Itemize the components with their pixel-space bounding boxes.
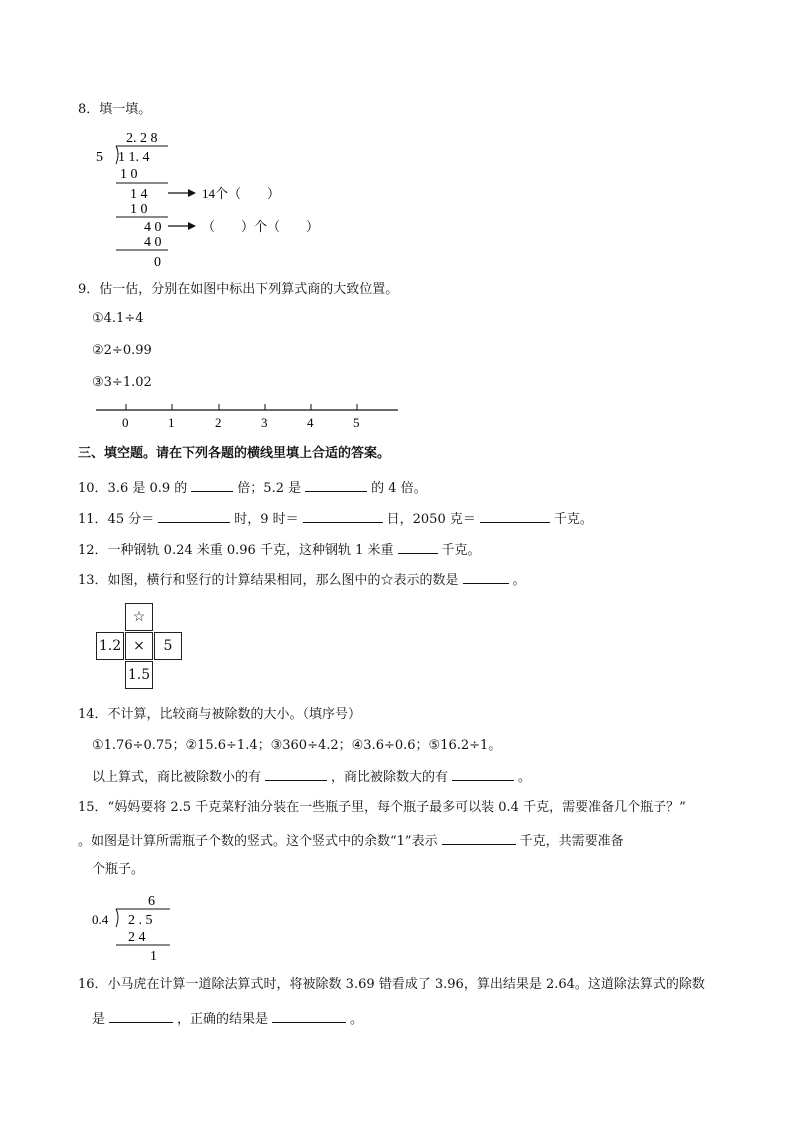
q11-blank-1[interactable]: [158, 510, 230, 523]
q8-title: 8．填一填。: [78, 102, 152, 117]
tick-label-4: 4: [307, 415, 314, 430]
q13: 13．如图，横行和竖行的计算结果相同，那么图中的☆表示的数是 。: [78, 573, 526, 588]
q12-blank[interactable]: [398, 541, 438, 554]
q16-line-2: 是 ，正确的结果是 。: [92, 1012, 364, 1027]
q15-dividend: 2 . 5: [128, 913, 153, 928]
q15-divisor: 0.4: [92, 912, 109, 927]
grid-cell-left: 1.2: [96, 632, 124, 660]
q15-blank[interactable]: [442, 832, 516, 845]
q16-blank-2[interactable]: [272, 1010, 346, 1023]
q9-item-2: ②2÷0.99: [92, 343, 152, 358]
q10: 10．3.6 是 0.9 的 倍；5.2 是 的 4 倍。: [78, 481, 427, 496]
q11: 11．45 分＝ 时，9 时＝ 日，2050 克＝ 千克。: [78, 512, 593, 527]
q13-cross-grid: [96, 603, 186, 691]
q8-step1: 1 0: [120, 167, 138, 182]
grid-cell-center: ×: [125, 632, 153, 660]
q8-note2: （ ）个（ ）: [202, 219, 320, 234]
q15-remainder: 1: [150, 949, 157, 964]
q15-long-division-figure: [90, 890, 180, 964]
q14-title: 14．不计算，比较商与被除数的大小。（填序号）: [78, 707, 362, 722]
q14-blank-1[interactable]: [265, 768, 327, 781]
q11-blank-3[interactable]: [480, 510, 550, 523]
tick-label-5: 5: [353, 415, 360, 430]
q12: 12．一种钢轨 0.24 米重 0.96 千克，这种钢轨 1 米重 千克。: [78, 543, 481, 558]
grid-cell-right: 5: [154, 632, 182, 660]
q14-blank-2[interactable]: [452, 768, 514, 781]
q8-long-division-figure: [90, 126, 340, 271]
tick-label-0: 0: [122, 415, 129, 430]
q10-blank-2[interactable]: [305, 479, 367, 492]
q10-blank-1[interactable]: [191, 479, 233, 492]
q15-step: 2 4: [128, 930, 146, 945]
q8-final: 0: [154, 255, 161, 270]
q9-item-3: ③3÷1.02: [92, 375, 152, 390]
tick-label-1: 1: [168, 415, 175, 430]
q16-blank-1[interactable]: [109, 1010, 173, 1023]
q14-compare: 以上算式，商比被除数小的有 ，商比被除数大的有 。: [92, 770, 532, 785]
q9-title: 9．估一估，分别在如图中标出下列算式商的大致位置。: [78, 282, 399, 297]
q8-step3: 4 0: [144, 235, 162, 250]
q8-step2: 1 0: [130, 202, 148, 217]
q15-line-3: 个瓶子。: [92, 862, 145, 877]
q16-line-1: 16．小马虎在计算一道除法算式时，将被除数 3.69 错看成了 3.96，算出结果是 2.64。这道除法算式的除数: [78, 977, 705, 992]
q15-line-2: 。如图是计算所需瓶子个数的竖式。这个竖式中的余数“1”表示 千克，共需要准备: [78, 834, 624, 849]
tick-label-2: 2: [215, 415, 222, 430]
q15-quotient: 6: [148, 894, 155, 909]
q8-quotient: 2. 2 8: [126, 131, 158, 146]
number-line[interactable]: [92, 400, 404, 432]
grid-cell-bottom: 1.5: [125, 661, 153, 689]
q14-items: ①1.76÷0.75；②15.6÷1.4；③360÷4.2；④3.6÷0.6；⑤16.2÷1。: [92, 738, 502, 753]
q8-rem1: 1 4: [130, 187, 148, 202]
q8-dividend: 1 1. 4: [118, 150, 150, 165]
tick-label-3: 3: [261, 415, 268, 430]
grid-cell-star: ☆: [125, 603, 153, 631]
q8-note1: 14个（ ）: [202, 186, 281, 201]
q8-rem2: 4 0: [144, 220, 162, 235]
section-3-title: 三、填空题。请在下列各题的横线里填上合适的答案。: [78, 446, 391, 461]
q13-blank[interactable]: [463, 571, 509, 584]
q15-line-1: 15．“妈妈要将 2.5 千克菜籽油分装在一些瓶子里，每个瓶子最多可以装 0.4 千克，需要准备几个瓶子？”: [78, 800, 686, 815]
q9-item-1: ①4.1÷4: [92, 311, 144, 326]
q8-divisor: 5: [96, 150, 103, 165]
q11-blank-2[interactable]: [303, 510, 383, 523]
